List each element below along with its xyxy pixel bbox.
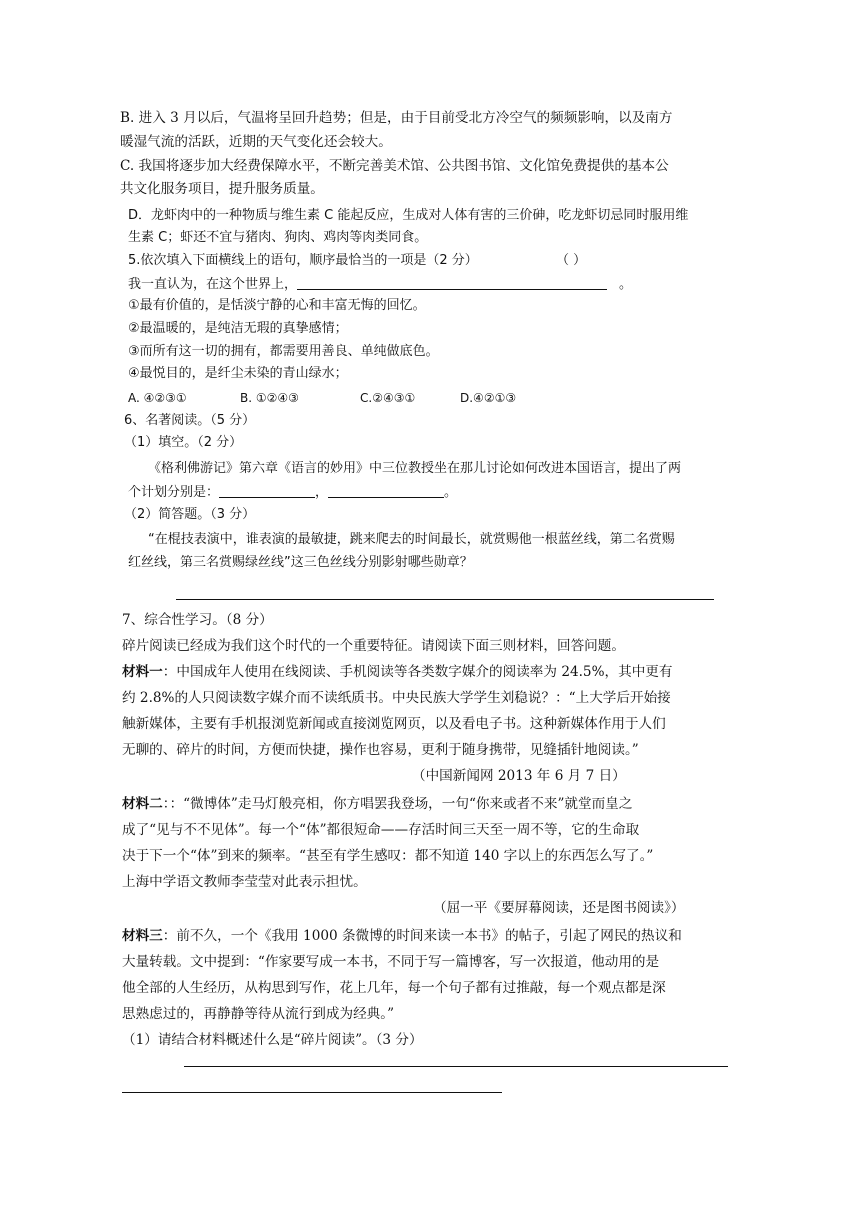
material-1-line-3: 触新媒体，主要有手机报浏览新闻或直接浏览网页，以及看电子书。这种新媒体作用于人们 [122, 716, 666, 732]
q5-fill-blank[interactable] [297, 275, 607, 290]
q5-sentence-1: ①最有价值的，是恬淡宁静的心和丰富无悔的回忆。 [128, 298, 426, 313]
q5-sentence-end: 。 [619, 277, 633, 292]
q6-plan-2-blank[interactable] [328, 483, 444, 498]
q5-stem: 5.依次填入下面横线上的语句，顺序最恰当的一项是（2 分） [128, 253, 478, 268]
material-1-source: （中国新闻网 2013 年 6 月 7 日） [412, 768, 626, 784]
q5-choice-a[interactable]: A. ④②③① [128, 391, 187, 405]
q6-part1-title: （1）填空。（2 分） [124, 435, 243, 450]
material-3-line-3: 他全部的人生经历，从构思到写作，花上几年，每一个句子都有过推敲，每一个观点都是深 [122, 980, 666, 996]
q6-part1-line-1: 《格利佛游记》第六章《语言的妙用》中三位教授坐在那儿讨论如何改进本国语言，提出了两 [148, 461, 682, 476]
material-1-line-4: 无聊的、碎片的时间，方便而快捷，操作也容易，更利于随身携带，见缝插针地阅读。” [122, 742, 639, 758]
q6-answer-line[interactable] [176, 599, 714, 600]
q6-part1-end: 。 [444, 485, 458, 500]
q6-title: 6、名著阅读。（5 分） [124, 413, 256, 428]
option-d-line-2: 生素 C；虾还不宜与猪肉、狗肉、鸡肉等肉类同食。 [128, 230, 428, 245]
q5-answer-paren: （ ） [556, 253, 587, 268]
q5-sentence-2: ②最温暖的，是纯洁无瑕的真挚感情； [128, 321, 348, 336]
option-c-line-1: C. 我国将逐步加大经费保障水平，不断完善美术馆、公共图书馆、文化馆免费提供的基本公 [120, 158, 669, 174]
q7-title: 7、综合性学习。（8 分） [122, 612, 273, 628]
q5-sentence-4: ④最悦目的，是纤尘未染的青山绿水； [128, 366, 348, 381]
material-2-line-4: 上海中学语文教师李莹莹对此表示担忧。 [122, 874, 367, 890]
material-3-line-4: 思熟虑过的，再静静等待从流行到成为经典。” [122, 1006, 395, 1022]
q7-subquestion-1: （1）请结合材料概述什么是“碎片阅读”。（3 分） [122, 1032, 423, 1048]
option-d-line-1: D．龙虾肉中的一种物质与维生素 C 能起反应，生成对人体有害的三价砷，吃龙虾切忌同时服用维 [128, 208, 689, 223]
material-2-line-1: 材料二：：“微博体”走马灯般亮相，你方唱罢我登场，一句“你来或者不来”就堂而皇之 [122, 796, 633, 812]
q6-part2-title: （2）简答题。（3 分） [124, 507, 256, 522]
material-2-line-2: 成了“见与不不见体”。每一个“体”都很短命——存活时间三天至一周不等，它的生命取 [122, 822, 640, 838]
material-1-line-1: 材料一：中国成年人使用在线阅读、手机阅读等各类数字媒介的阅读率为 24.5%，其中更有 [122, 664, 673, 680]
q6-part2-line-2: 红丝线，第三名赏赐绿丝线”这三色丝线分别影射哪些勋章？ [128, 555, 473, 570]
q5-sentence-prefix: 我一直认为，在这个世界上， [128, 277, 298, 292]
q5-choice-c[interactable]: C.②④③① [360, 391, 416, 405]
q7-answer-line-2[interactable] [122, 1092, 502, 1093]
q5-sentence-3: ③而所有这一切的拥有，都需要用善良、单纯做底色。 [128, 344, 439, 359]
material-3-line-2: 大量转载。文中提到：“作家要写成一本书，不同于写一篇博客，写一次报道，他动用的是 [122, 954, 660, 970]
option-c-line-2: 共文化服务项目，提升服务质量。 [120, 181, 324, 197]
material-2-label: 材料二 [122, 796, 163, 812]
q5-choice-b[interactable]: B. ①②④③ [240, 391, 299, 405]
option-b-line-1: B. 进入 3 月以后，气温将呈回升趋势；但是，由于目前受北方冷空气的频频影响，以及南方 [120, 110, 673, 126]
q5-sentence [128, 275, 632, 294]
q6-part2-line-1: “在棍技表演中，谁表演的最敏捷，跳来爬去的时间最长，就赏赐他一根蓝丝线，第二名赏赐 [148, 532, 675, 547]
q6-part1-line-2 [128, 483, 457, 502]
q7-answer-line-1[interactable] [184, 1066, 728, 1067]
material-3-line-1: 材料三：前不久，一个《我用 1000 条微博的时间来读一本书》的帖子，引起了网民的热议和 [122, 928, 682, 944]
option-b-line-2: 暖湿气流的活跃，近期的天气变化还会较大。 [120, 134, 392, 150]
q6-part1-prefix: 个计划分别是： [128, 485, 220, 500]
q7-intro: 碎片阅读已经成为我们这个时代的一个重要特征。请阅读下面三则材料，回答问题。 [122, 638, 625, 654]
material-3-label: 材料三 [122, 928, 163, 944]
q6-part1-comma: ， [315, 485, 329, 500]
material-1-line-2: 约 2.8%的人只阅读数字媒介而不读纸质书。中央民族大学学生刘稳说？：“上大学后开始接 [122, 690, 671, 706]
material-2-line-3: 决于下一个“体”到来的频率。“甚至有学生感叹：都不知道 140 字以上的东西怎么写了。” [122, 848, 654, 864]
material-1-label: 材料一 [122, 664, 163, 680]
q5-choice-d[interactable]: D.④②①③ [460, 391, 517, 405]
q6-plan-1-blank[interactable] [219, 483, 315, 498]
material-2-source: （屈一平《要屏幕阅读，还是图书阅读》） [433, 900, 685, 916]
